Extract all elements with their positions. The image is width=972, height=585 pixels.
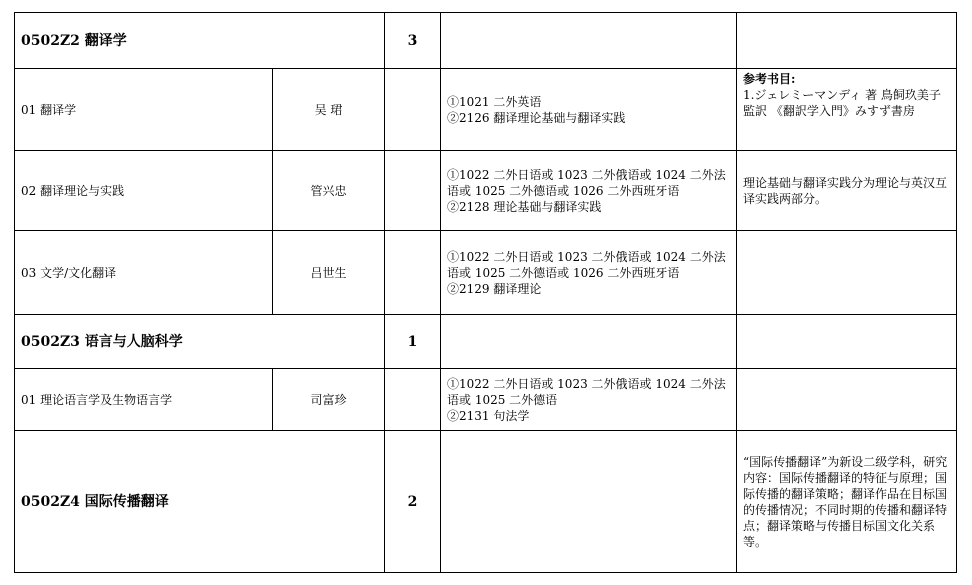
enrollment-count: 1 bbox=[385, 315, 441, 369]
major-row bbox=[15, 315, 957, 369]
major-row bbox=[15, 431, 957, 573]
notes-text: 理论基础与翻译实践分为理论与英汉互译实践两部分。 bbox=[737, 151, 957, 231]
exam-line: ②2131 句法学 bbox=[447, 408, 530, 423]
major-row bbox=[15, 13, 957, 69]
exam-line: ②2128 理论基础与翻译实践 bbox=[447, 199, 602, 214]
exam-line: ②2129 翻译理论 bbox=[447, 281, 542, 296]
exam-line: ①1022 二外日语或 1023 二外俄语或 1024 二外法语或 1025 二外德语或 1026 二外西班牙语 bbox=[447, 249, 726, 280]
direction-name: 02 翻译理论与实践 bbox=[15, 151, 273, 231]
enrollment-count: 2 bbox=[385, 431, 441, 573]
direction-name: 01 理论语言学及生物语言学 bbox=[15, 369, 273, 431]
advisor-name: 管兴忠 bbox=[273, 151, 385, 231]
advisor-name: 吴 珺 bbox=[273, 69, 385, 151]
exam-line: ①1021 二外英语 bbox=[447, 94, 542, 109]
exam-line: ①1022 二外日语或 1023 二外俄语或 1024 二外法语或 1025 二外德语 bbox=[447, 376, 726, 407]
notes-cell bbox=[737, 69, 957, 151]
direction-name: 03 文学/文化翻译 bbox=[15, 231, 273, 315]
direction-row bbox=[15, 69, 957, 151]
exam-subjects bbox=[441, 231, 737, 315]
enrollment-count: 3 bbox=[385, 13, 441, 69]
exam-line: ②2126 翻译理论基础与翻译实践 bbox=[447, 110, 626, 125]
advisor-name: 司富珍 bbox=[273, 369, 385, 431]
notes-text bbox=[737, 231, 957, 315]
notes-text: “国际传播翻译”为新设二级学科，研究内容：国际传播翻译的特征与原理；国际传播的翻译策略；翻译作品在目标国的传播情况；不同时期的传播和翻译特点；翻译策略与传播目标国文化关系等。 bbox=[737, 431, 957, 573]
advisor-name: 吕世生 bbox=[273, 231, 385, 315]
program-table bbox=[14, 12, 957, 573]
direction-row bbox=[15, 369, 957, 431]
direction-row bbox=[15, 231, 957, 315]
notes-title: 参考书目: bbox=[743, 72, 796, 86]
major-code-name: 0502Z2 翻译学 bbox=[15, 13, 385, 69]
exam-subjects bbox=[441, 151, 737, 231]
major-code-name: 0502Z3 语言与人脑科学 bbox=[15, 315, 385, 369]
exam-line: ①1022 二外日语或 1023 二外俄语或 1024 二外法语或 1025 二外德语或 1026 二外西班牙语 bbox=[447, 167, 726, 198]
notes-text bbox=[737, 369, 957, 431]
exam-subjects bbox=[441, 369, 737, 431]
exam-subjects bbox=[441, 69, 737, 151]
major-code-name: 0502Z4 国际传播翻译 bbox=[15, 431, 385, 573]
notes-text: 1.ジェレミーマンディ 著 鳥飼玖美子監訳 《翻訳学入門》みすず書房 bbox=[743, 88, 941, 118]
direction-row bbox=[15, 151, 957, 231]
direction-name: 01 翻译学 bbox=[15, 69, 273, 151]
